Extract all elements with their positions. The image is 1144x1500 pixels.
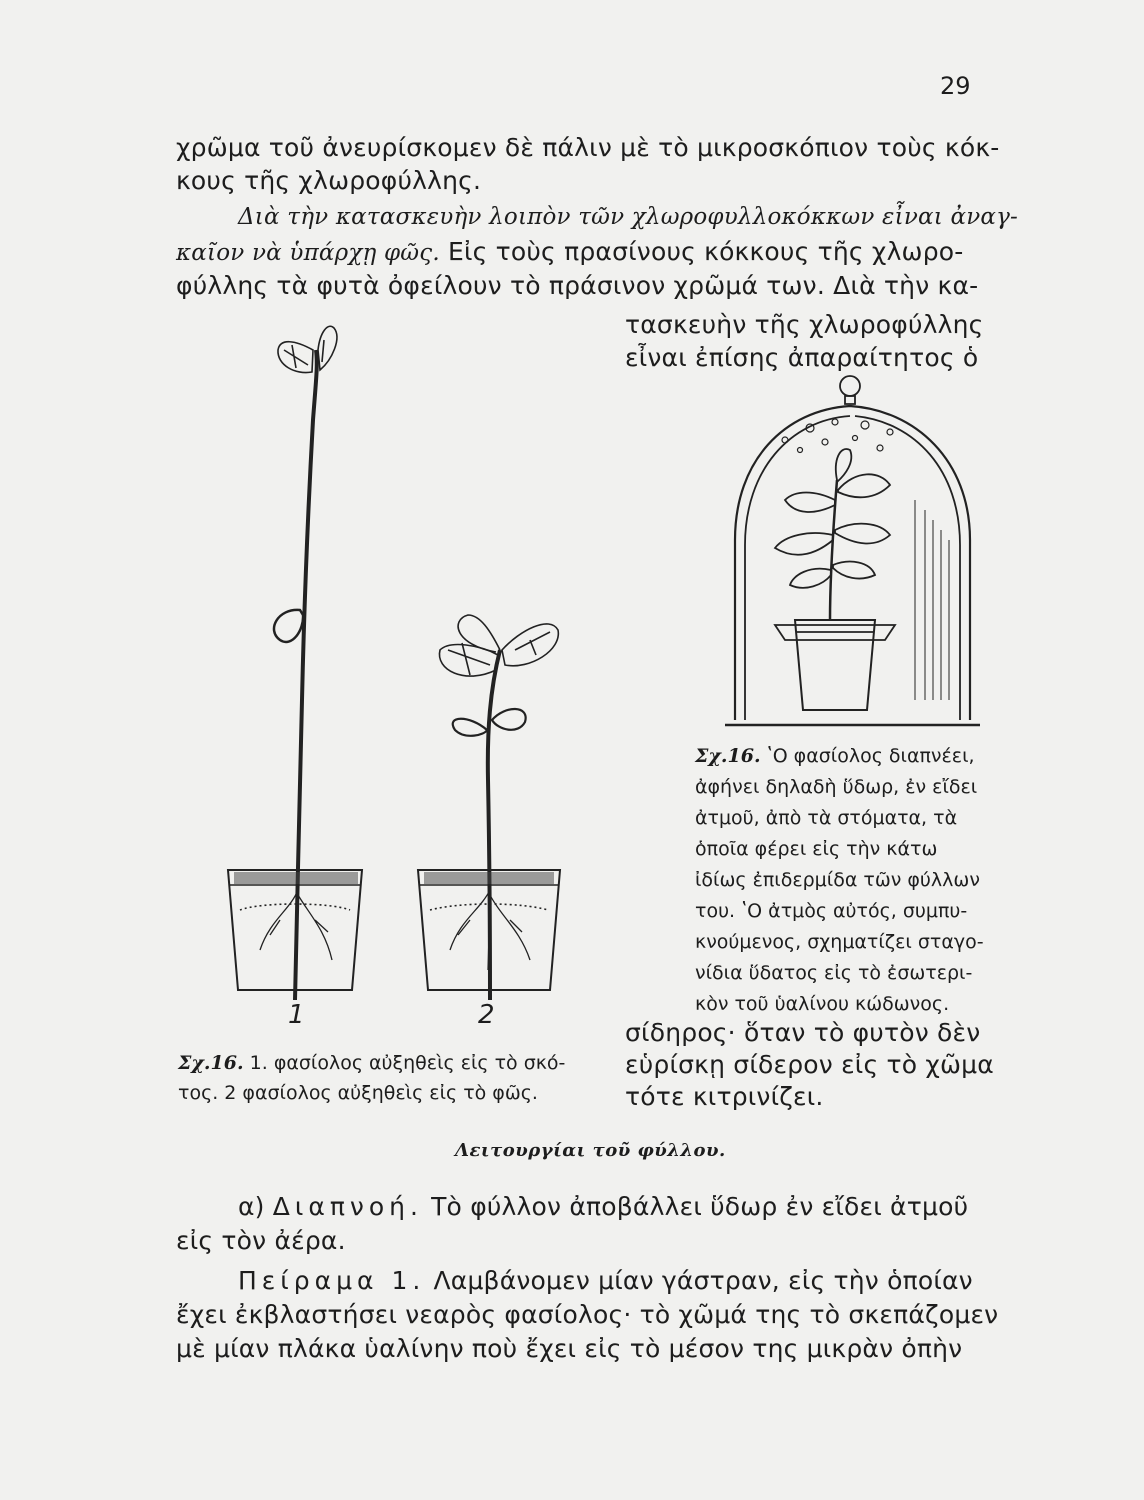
figure-caption-right-line: ἰδίως ἐπιδερμίδα τῶν φύλλων xyxy=(695,869,980,891)
figure-label-2: 2 xyxy=(478,1000,495,1030)
text-line: σίδηρος· ὅταν τὸ φυτὸν δὲν xyxy=(625,1018,981,1047)
figure-caption-left-line2: τος. 2 φασίολος αὐξηθεὶς εἰς τὸ φῶς. xyxy=(178,1082,538,1104)
section-heading: Λειτουργίαι τοῦ φύλλου. xyxy=(455,1140,726,1161)
bean-plants-illustration xyxy=(200,310,620,1020)
text-line: φύλλης τὰ φυτὰ ὀφείλουν τὸ πράσινον χρῶμά των. Διὰ τὴν κα- xyxy=(176,271,979,300)
text-line: κους τῆς χλωροφύλλης. xyxy=(176,166,482,195)
figure-caption-right-line: ἀτμοῦ, ἀπὸ τὰ στόματα, τὰ xyxy=(695,807,958,829)
text-line: εἰς τὸν ἀέρα. xyxy=(176,1226,346,1255)
text-span: Εἰς τοὺς πρασίνους κόκκους τῆς χλωρο- xyxy=(439,237,964,266)
figure-caption-right-line: κνούμενος, σχηματίζει σταγο- xyxy=(695,931,984,953)
figure-caption-right-line: κὸν τοῦ ὑαλίνου κώδωνος. xyxy=(695,993,950,1015)
page-number: 29 xyxy=(940,72,971,100)
text-line: εὑρίσκῃ σίδερον εἰς τὸ χῶμα xyxy=(625,1050,994,1079)
figure-caption-right xyxy=(695,745,975,767)
figure-caption-left xyxy=(178,1052,565,1074)
text-italic-span: καῖον νὰ ὑπάρχῃ φῶς. xyxy=(176,240,440,266)
text-line: τασκευὴν τῆς χλωροφύλλης xyxy=(625,310,984,339)
text-line: χρῶμα τοῦ ἀνευρίσκομεν δὲ πάλιν μὲ τὸ μικροσκόπιον τοὺς κόκ- xyxy=(176,133,1000,162)
text-span: α) xyxy=(238,1192,273,1221)
caption-label: Σχ.16. xyxy=(178,1052,244,1074)
figure-caption-right-line: ἀφήνει δηλαδὴ ὕδωρ, ἐν εἴδει xyxy=(695,776,978,798)
text-line: εἶναι ἐπίσης ἀπαραίτητος ὁ xyxy=(625,343,979,372)
text-line: ἔχει ἐκβλαστήσει νεαρὸς φασίολος· τὸ χῶμά της τὸ σκεπάζομεν xyxy=(176,1300,999,1329)
term-spaced: Διαπνοή. xyxy=(272,1192,423,1221)
text-line-italic: Διὰ τὴν κατασκευὴν λοιπὸν τῶν χλωροφυλλοκόκκων εἶναι ἀναγ- xyxy=(238,204,1019,230)
term-spaced: Πείραμα 1. xyxy=(238,1266,426,1295)
caption-text: ʽΟ φασίολος διαπνέει, xyxy=(760,745,975,767)
text-line xyxy=(176,237,963,266)
figure-caption-right-line: ὁποῖα φέρει εἰς τὴν κάτω xyxy=(695,838,938,860)
bell-jar-illustration xyxy=(715,370,1015,740)
figure-label-1: 1 xyxy=(288,1000,305,1030)
figure-caption-right-line: του. ʽΟ ἀτμὸς αὐτός, συμπυ- xyxy=(695,900,968,922)
caption-text: 1. φασίολος αὐξηθεὶς εἰς τὸ σκό- xyxy=(243,1052,566,1074)
text-line xyxy=(238,1266,973,1295)
text-span: Λαμβάνομεν μίαν γάστραν, εἰς τὴν ὁποίαν xyxy=(425,1266,973,1295)
caption-label: Σχ.16. xyxy=(695,745,761,767)
text-line: τότε κιτρινίζει. xyxy=(625,1082,824,1111)
text-line: μὲ μίαν πλάκα ὑαλίνην ποὺ ἔχει εἰς τὸ μέσον της μικρὰν ὀπὴν xyxy=(176,1334,963,1363)
text-line xyxy=(238,1192,968,1221)
text-span: Τὸ φύλλον ἀποβάλλει ὕδωρ ἐν εἴδει ἀτμοῦ xyxy=(422,1192,969,1221)
figure-caption-right-line: νίδια ὕδατος εἰς τὸ ἐσωτερι- xyxy=(695,962,973,984)
